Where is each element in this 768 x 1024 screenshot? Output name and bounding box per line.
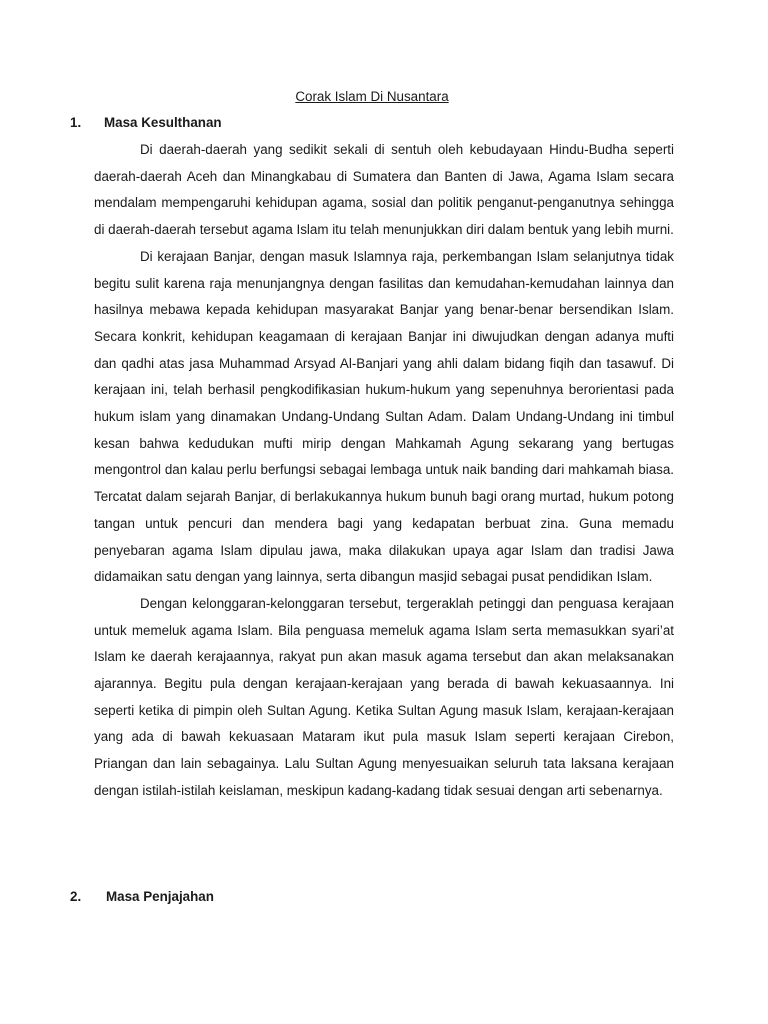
section-1-body bbox=[94, 137, 674, 805]
paragraph-1: Di daerah-daerah yang sedikit sekali di sentuh oleh kebudayaan Hindu-Budha seperti daerah-daerah Aceh dan Minangkabau di Sumatera dan Banten di Jawa, Agama Islam secara mendalam mempengaruhi kehidupan agama, sosial dan politik penganut-penganutnya sehingga di daerah-daerah tersebut agama Islam itu telah menunjukkan diri dalam bentuk yang lebih murni. bbox=[94, 142, 674, 238]
section-number-1: 1. bbox=[70, 115, 82, 130]
section-title-2: Masa Penjajahan bbox=[106, 889, 214, 904]
section-title-1: Masa Kesulthanan bbox=[104, 115, 222, 130]
section-heading-1 bbox=[70, 114, 222, 132]
section-heading-2 bbox=[70, 888, 214, 906]
document-title: Corak Islam Di Nusantara bbox=[295, 89, 449, 104]
paragraph-2: Di kerajaan Banjar, dengan masuk Islamnya raja, perkembangan Islam selanjutnya tidak begitu sulit karena raja menunjangnya dengan fasilitas dan kemudahan-kemudahan lainnya dan hasilnya mebawa kepada kehidupan masyarakat Banjar yang benar-benar bersendikan Islam. Secara konkrit, kehidupan keagamaan di kerajaan Banjar ini diwujudkan dengan adanya mufti dan qadhi atas jasa Muhammad Arsyad Al-Banjari yang ahli dalam bidang fiqih dan tasawuf. Di kerajaan ini, telah berhasil pengkodifikasian hukum-hukum yang sepenuhnya berorientasi pada hukum islam yang dinamakan Undang-Undang Sultan Adam. Dalam Undang-Undang ini timbul kesan bahwa kedudukan mufti mirip dengan Mahkamah Agung sekarang yang bertugas mengontrol dan kalau perlu berfungsi sebagai lembaga untuk naik banding dari mahkamah biasa. Tercatat dalam sejarah Banjar, di berlakukannya hukum bunuh bagi orang murtad, hukum potong tangan untuk pencuri dan mendera bagi yang kedapatan berbuat zina. Guna memadu penyebaran agama Islam dipulau jawa, maka dilakukan upaya agar Islam dan tradisi Jawa didamaikan satu dengan yang lainnya, serta dibangun masjid sebagai pusat pendidikan Islam. bbox=[94, 248, 674, 585]
paragraph-3: Dengan kelonggaran-kelonggaran tersebut, tergeraklah petinggi dan penguasa kerajaan untuk memeluk agama Islam. Bila penguasa memeluk agama Islam serta memasukkan syari’at Islam ke daerah kerajaannya, rakyat pun akan masuk agama tersebut dan akan melaksanakan ajarannya. Begitu pula dengan kerajaan-kerajaan yang berada di bawah kekuasaannya. Ini seperti ketika di pimpin oleh Sultan Agung. Ketika Sultan Agung masuk Islam, kerajaan-kerajaan yang ada di bawah kekuasaan Mataram ikut pula masuk Islam seperti kerajaan Cirebon, Priangan dan lain sebagainya. Lalu Sultan Agung menyesuaikan seluruh tata laksana kerajaan dengan istilah-istilah keislaman, meskipun kadang-kadang tidak sesuai dengan arti sebenarnya. bbox=[94, 595, 674, 798]
section-number-2: 2. bbox=[70, 889, 82, 904]
